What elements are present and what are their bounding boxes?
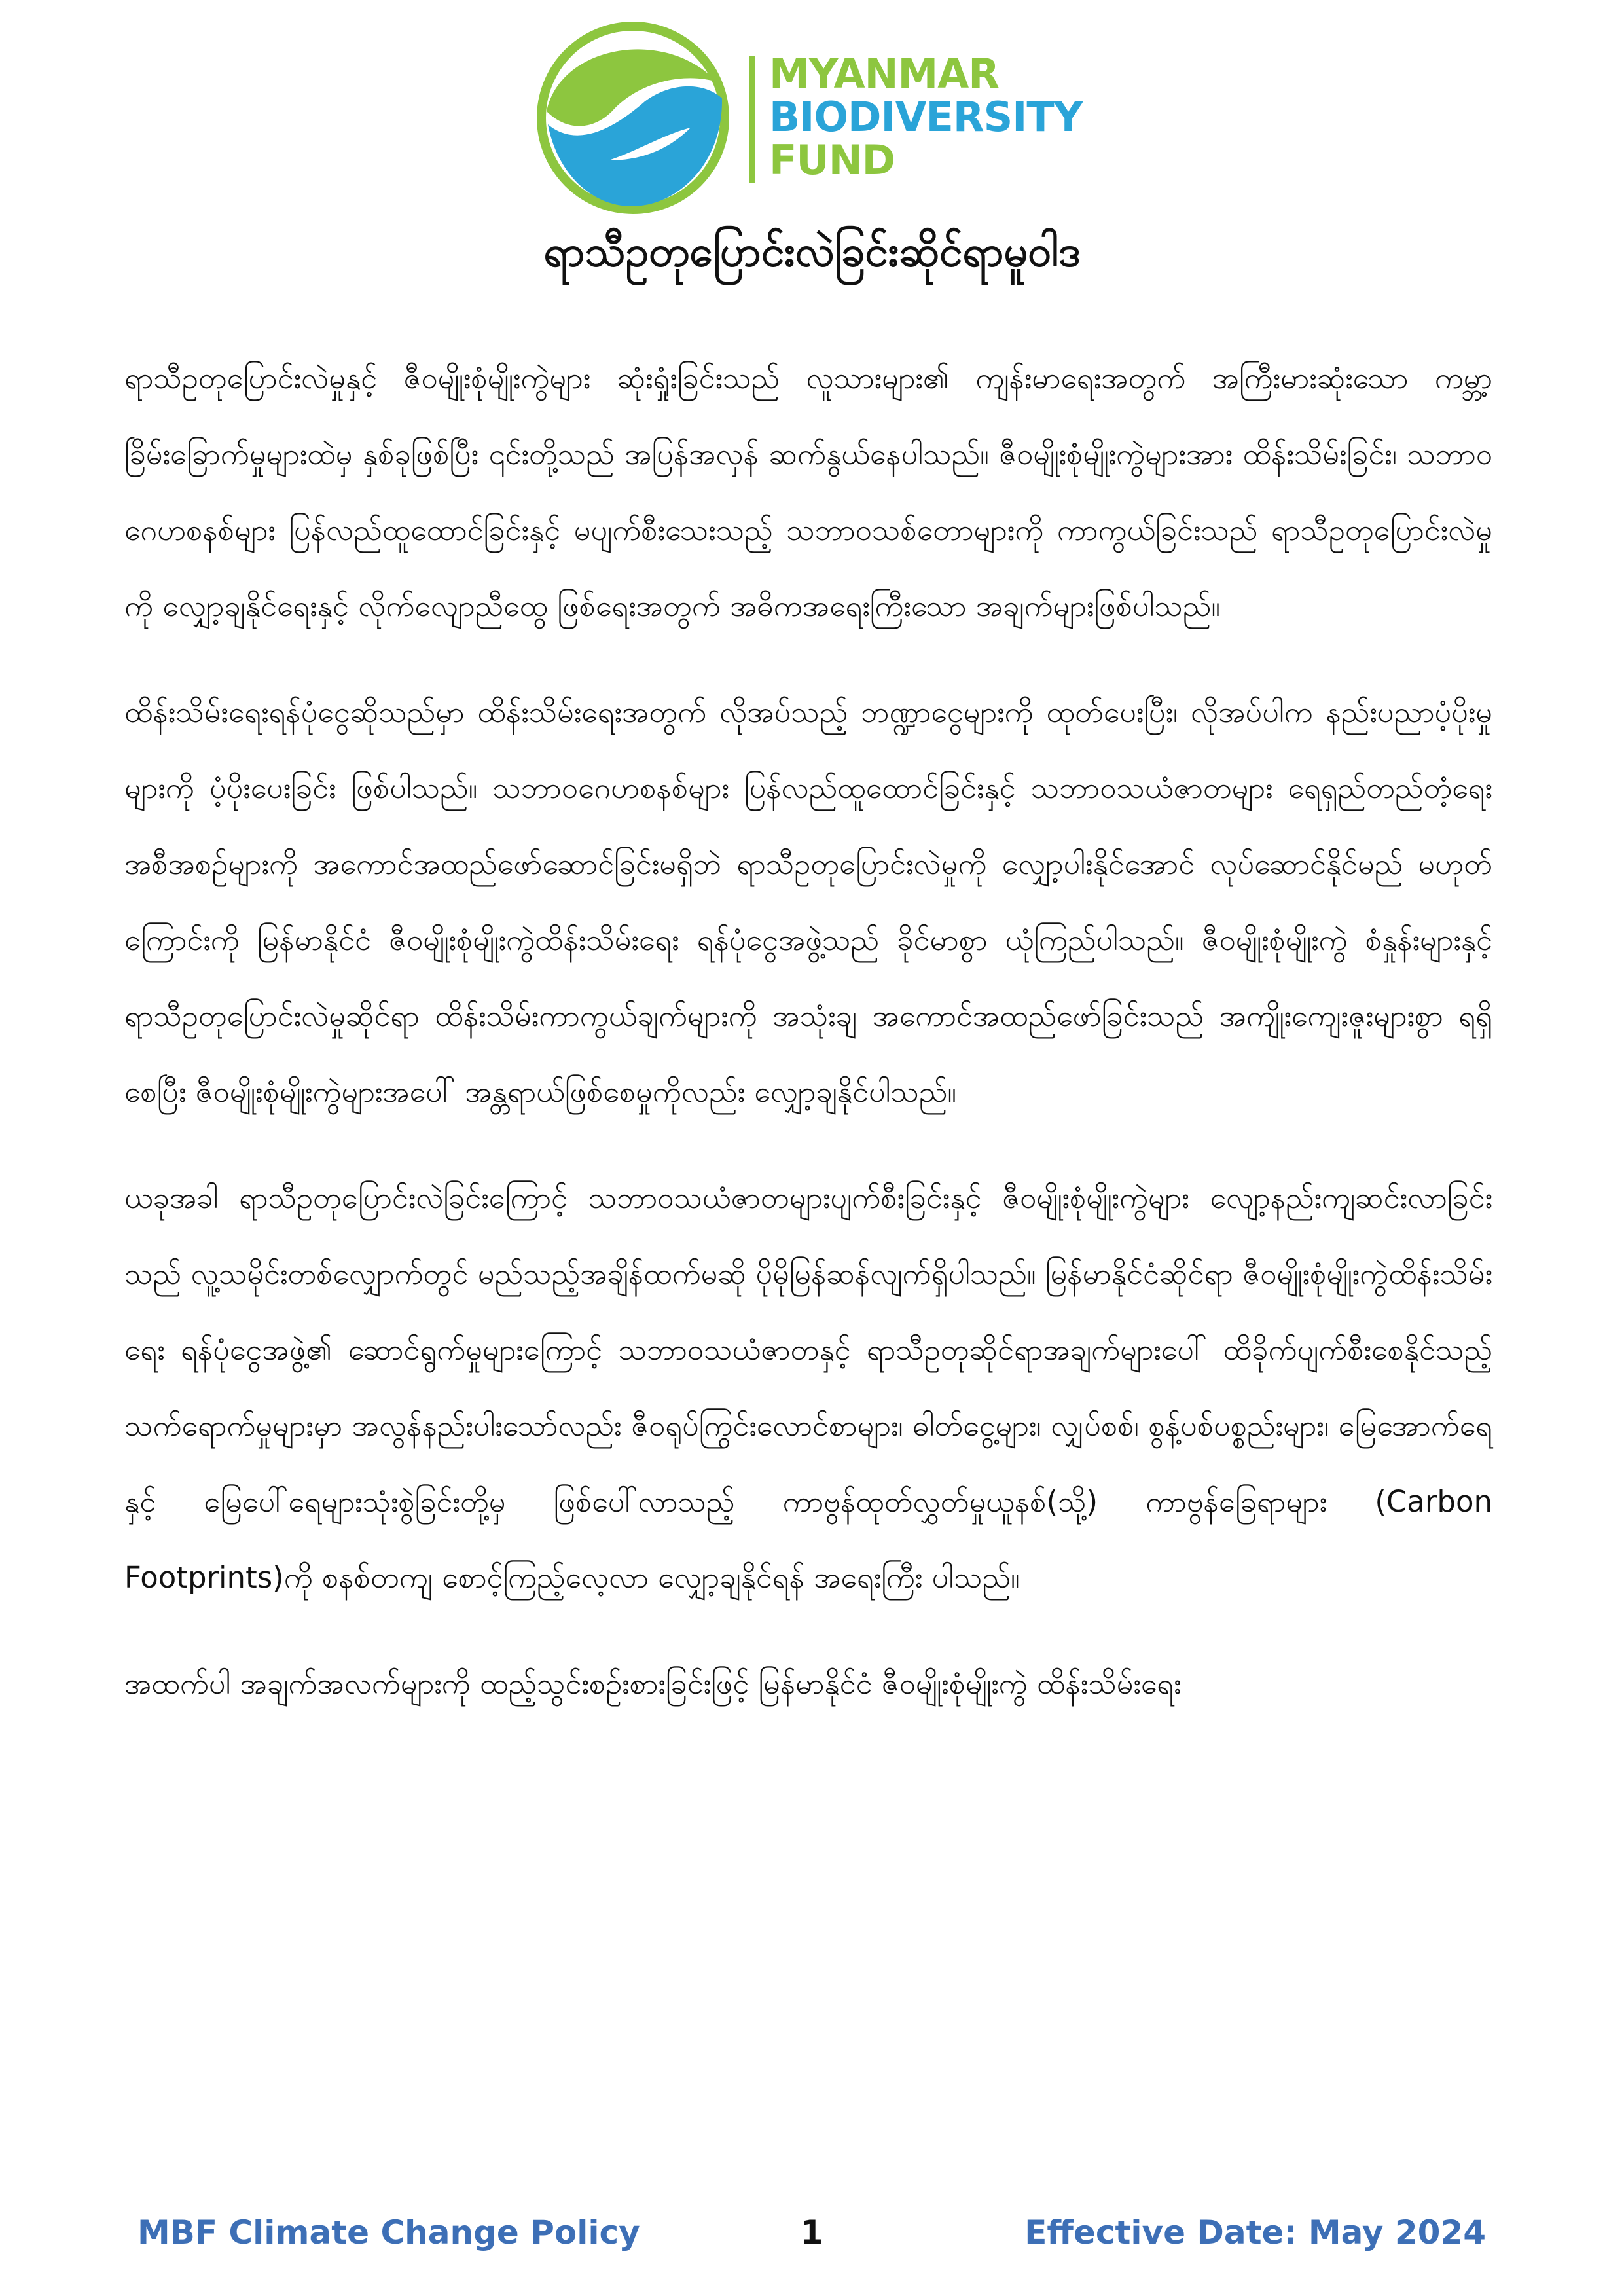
- logo-line-biodiversity: BIODIVERSITY: [769, 93, 1083, 141]
- paragraph-1: ရာသီဥတုပြောင်းလဲမှုနှင့် ဇီဝမျိုးစုံမျိုးကွဲများ ဆုံးရှုံးခြင်းသည် လူသားများ၏ ကျန်းမာရေးအတွက် အကြီးမားဆုံးသော ကမ္ဘာ့ခြိမ်းခြောက်မှုများထဲမှ နှစ်ခုဖြစ်ပြီး ၎င်းတို့သည် အပြန်အလှန် ဆက်နွယ်နေပါသည်။ ဇီဝမျိုးစုံမျိုးကွဲများအား ထိန်းသိမ်းခြင်း၊ သဘာဝဂေဟစနစ်များ ပြန်လည်ထူထောင်ခြင်းနှင့် မပျက်စီးသေးသည့် သဘာဝသစ်တောများကို ကာကွယ်ခြင်းသည် ရာသီဥတုပြောင်းလဲမှုကို လျှော့ချနိုင်ရေးနှင့် လိုက်လျောညီထွေ ဖြစ်ရေးအတွက် အဓိကအရေးကြီးသော အချက်များဖြစ်ပါသည်။: [124, 361, 1492, 623]
- logo-line-fund: FUND: [769, 136, 895, 184]
- logo: [533, 20, 1110, 216]
- paragraph-3: ယခုအခါ ရာသီဥတုပြောင်းလဲခြင်းကြောင့် သဘာဝသယံဇာတများပျက်စီးခြင်းနှင့် ဇီဝမျိုးစုံမျိုးကွဲများ လျော့နည်းကျဆင်းလာခြင်းသည် လူ့သမိုင်းတစ်လျှောက်တွင် မည်သည့်အချိန်ထက်မဆို ပိုမိုမြန်ဆန်လျက်ရှိပါသည်။ မြန်မာနိုင်ငံဆိုင်ရာ ဇီဝမျိုးစုံမျိုးကွဲထိန်းသိမ်းရေး ရန်ပုံငွေအဖွဲ့၏ ဆောင်ရွက်မှုများကြောင့် သဘာဝသယံဇာတနှင့် ရာသီဥတုဆိုင်ရာအချက်များပေါ် ထိခိုက်ပျက်စီးစေနိုင်သည့် သက်ရောက်မှုများမှာ အလွန်နည်းပါးသော်လည်း ဇီဝရုပ်ကြွင်းလောင်စာများ၊ ဓါတ်ငွေ့များ၊ လျှပ်စစ်၊ စွန့်ပစ်ပစ္စည်းများ၊ မြေအောက်ရေနှင့် မြေပေါ်ရေများသုံးစွဲခြင်းတို့မှ ဖြစ်ပေါ်လာသည့် ကာဗွန်ထုတ်လွှတ်မှုယူနစ်(သို့) ကာဗွန်ခြေရာများ (Carbon Footprints)ကို စနစ်တကျ စောင့်ကြည့်လေ့လာ လျှော့ချနိုင်ရန် အရေးကြီး ပါသည်။: [124, 1180, 1492, 1595]
- footer-effective-date: Effective Date: May 2024: [1024, 2214, 1486, 2251]
- paragraph-2: ထိန်းသိမ်းရေးရန်ပုံငွေဆိုသည်မှာ ထိန်းသိမ်းရေးအတွက် လိုအပ်သည့် ဘဏ္ဍာငွေများကို ထုတ်ပေးပြီး၊ လိုအပ်ပါက နည်းပညာပံ့ပိုးမှုများကို ပံ့ပိုးပေးခြင်း ဖြစ်ပါသည်။ သဘာဝဂေဟစနစ်များ ပြန်လည်ထူထောင်ခြင်းနှင့် သဘာဝသယံဇာတများ ရေရှည်တည်တံ့ရေး အစီအစဉ်များကို အကောင်အထည်ဖော်ဆောင်ခြင်းမရှိဘဲ ရာသီဥတုပြောင်းလဲမှုကို လျှော့ပါးနိုင်အောင် လုပ်ဆောင်နိုင်မည် မဟုတ်ကြောင်းကို မြန်မာနိုင်ငံ ဇီဝမျိုးစုံမျိုးကွဲထိန်းသိမ်းရေး ရန်ပုံငွေအဖွဲ့သည် ခိုင်မာစွာ ယုံကြည်ပါသည်။ ဇီဝမျိုးစုံမျိုးကွဲ စံနှုန်းများနှင့် ရာသီဥတုပြောင်းလဲမှုဆိုင်ရာ ထိန်းသိမ်းကာကွယ်ချက်များကို အသုံးချ အကောင်အထည်ဖော်ခြင်းသည် အကျိုးကျေးဇူးများစွာ ရရှိစေပြီး ဇီဝမျိုးစုံမျိုးကွဲများအပေါ် အန္တရာယ်ဖြစ်စေမှုကိုလည်း လျှော့ချနိုင်ပါသည်။: [124, 695, 1492, 1109]
- logo-divider: [749, 56, 755, 183]
- page-title: ရာသီဥတုပြောင်းလဲခြင်းဆိုင်ရာမူဝါဒ: [543, 228, 1081, 276]
- page-number: 1: [800, 2214, 823, 2251]
- footer-policy-name: MBF Climate Change Policy: [137, 2214, 640, 2251]
- page-footer: [137, 2206, 1486, 2259]
- leaf-water-circle-icon: [533, 20, 733, 216]
- logo-wordmark: [769, 52, 1110, 182]
- paragraph-4: အထက်ပါ အချက်အလက်များကို ထည့်သွင်းစဥ်းစားခြင်းဖြင့် မြန်မာနိုင်ငံ ဇီဝမျိုးစုံမျိုးကွဲ ထိန်းသိမ်းရေး: [124, 1666, 1182, 1701]
- document-body: [124, 340, 1492, 1752]
- logo-line-myanmar: MYANMAR: [769, 50, 999, 98]
